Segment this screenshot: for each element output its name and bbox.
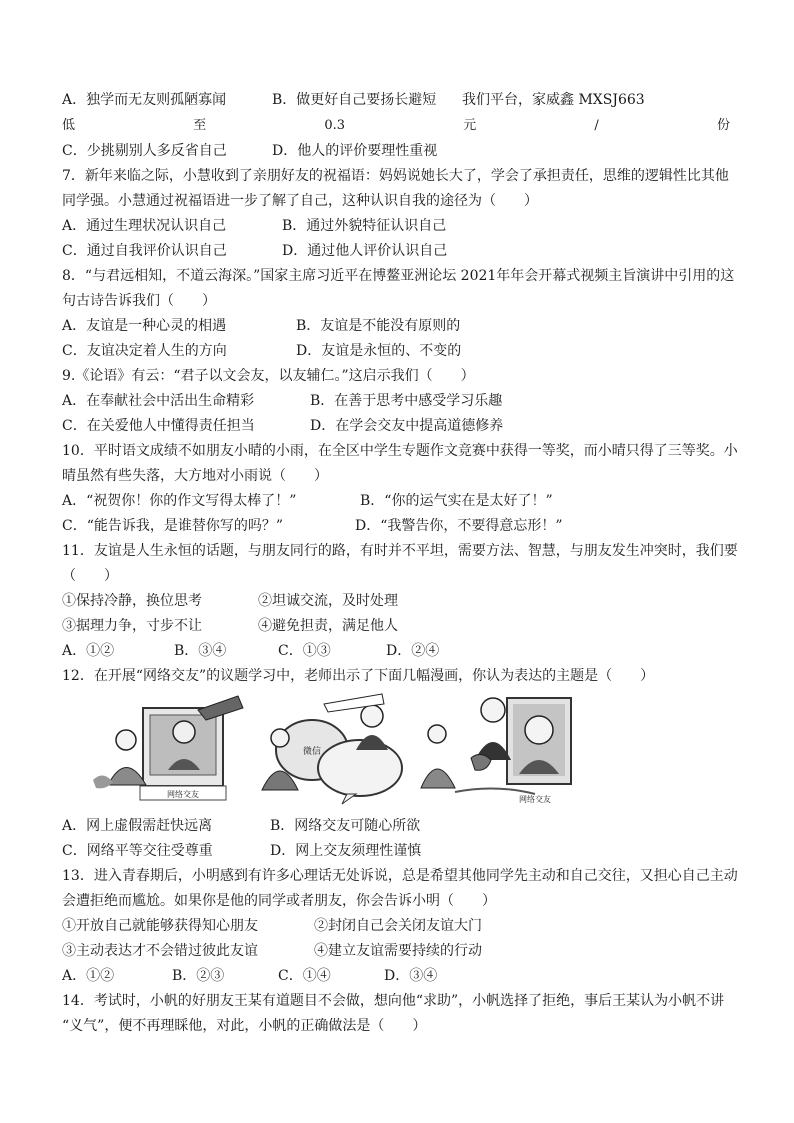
q10-stem-line1: 10．平时语文成绩不如朋友小晴的小雨，在全区中学生专题作文竞赛中获得一等奖，而小晴只得了三等奖。小 [62, 443, 738, 459]
q12-stem: 12．在开展“网络交友”的议题学习中，老师出示了下面几幅漫画，你认为表达的主题是（ ） [62, 668, 655, 684]
q6-option-d: D．他人的评价要理性重视 [272, 143, 438, 159]
comic-3-caption: 网络交友 [519, 795, 551, 804]
overlay-token: 份 [716, 118, 730, 133]
q10-option-a: A．“祝贺你！你的作文写得太棒了！” [62, 493, 297, 509]
overlay-line [62, 116, 730, 136]
watermark-text: 我们平台，家威鑫 MXSJ663 [462, 92, 645, 108]
q8-option-a: A．友谊是一种心灵的相遇 [62, 318, 227, 334]
overlay-token: 低 [62, 118, 76, 133]
q8-option-b: B．友谊是不能没有原则的 [296, 318, 461, 334]
q10-option-d: D．“我警告你，不要得意忘形！” [355, 518, 563, 534]
q11-option-c: C．①③ [278, 643, 331, 659]
q9-option-b: B．在善于思考中感受学习乐趣 [310, 393, 503, 409]
q11-option-b: B．③④ [174, 643, 227, 659]
q6-option-a: A．独学而无友则孤陋寡闻 [62, 92, 227, 108]
q10-option-c: C．“能告诉我，是谁替你写的吗？” [62, 518, 284, 534]
q9-stem: 9.《论语》有云：“君子以文会友，以友辅仁。”这启示我们（ ） [62, 368, 475, 384]
q12-option-d: D．网上交友须理性谨慎 [270, 843, 422, 859]
q13-option-b: B．②③ [172, 968, 225, 984]
q13-option-a: A．①② [62, 968, 115, 984]
q10-option-b: B．“你的运气实在是太好了！” [360, 493, 553, 509]
q9-option-a: A．在奉献社会中活出生命精彩 [62, 393, 255, 409]
q9-option-c: C．在关爱他人中懂得责任担当 [62, 418, 255, 434]
q9-option-d: D．在学会交友中提高道德修养 [310, 418, 504, 434]
q13-option-c: C．①④ [278, 968, 331, 984]
q11-statement-2: ②坦诚交流，及时处理 [258, 593, 398, 609]
overlay-token: 元 [463, 118, 477, 133]
comic-3-image [415, 690, 585, 805]
q13-statement-2: ②封闭自己会关闭友谊大门 [314, 918, 482, 934]
q11-statement-4: ④避免担责，满足他人 [258, 618, 398, 634]
overlay-token: 至 [193, 118, 207, 133]
overlay-token: 0.3 [324, 118, 346, 133]
q14-stem-line2: “义气”，便不再理睬他，对此，小帆的正确做法是（ ） [62, 1018, 427, 1034]
q7-option-d: D．通过他人评价认识自己 [282, 243, 448, 259]
q13-statement-4: ④建立友谊需要持续的行动 [314, 943, 482, 959]
q7-option-b: B．通过外貌特征认识自己 [282, 218, 447, 234]
q13-stem-line1: 13．进入青春期后，小明感到有许多心理话无处诉说，总是希望其他同学先主动和自己交往，又担心自己主动 [62, 868, 738, 884]
comic-1-image [88, 690, 248, 805]
q12-option-c: C．网络平等交往受尊重 [62, 843, 213, 859]
q13-option-d: D．③④ [384, 968, 438, 984]
overlay-token: / [594, 118, 599, 133]
q7-option-c: C．通过自我评价认识自己 [62, 243, 227, 259]
comic-2-bubble-label: 微信 [302, 747, 322, 757]
q12-option-b: B．网络交友可随心所欲 [270, 818, 421, 834]
q13-stem-line2: 会遭拒绝而尴尬。如果你是他的同学或者朋友，你会告诉小明（ ） [62, 893, 496, 909]
q11-statement-3: ③据理力争，寸步不让 [62, 618, 202, 634]
q11-stem-line1: 11．友谊是人生永恒的话题，与朋友同行的路，有时并不平坦，需要方法、智慧，与朋友发生冲突时，我们要 [62, 543, 738, 559]
q8-option-c: C．友谊决定着人生的方向 [62, 343, 227, 359]
q12-option-a: A．网上虚假需赶快远离 [62, 818, 213, 834]
q8-stem-line2: 句古诗告诉我们（ ） [62, 293, 216, 309]
q6-option-c: C．少挑剔别人多反省自己 [62, 143, 227, 159]
q11-option-d: D．②④ [386, 643, 440, 659]
q11-stem-line2: （ ） [62, 568, 118, 584]
q14-stem-line1: 14．考试时，小帆的好朋友王某有道题目不会做，想向他“求助”，小帆选择了拒绝，事后王某认为小帆不讲 [62, 993, 725, 1009]
q13-statement-3: ③主动表达才不会错过彼此友谊 [62, 943, 258, 959]
q8-option-d: D．友谊是永恒的、不变的 [296, 343, 462, 359]
q11-statement-1: ①保持冷静，换位思考 [62, 593, 202, 609]
q10-stem-line2: 晴虽然有些失落，大方地对小雨说（ ） [62, 468, 328, 484]
q6-option-b: B．做更好自己要扬长避短 [272, 92, 437, 108]
q11-option-a: A．①② [62, 643, 115, 659]
q7-stem-line2: 同学强。小慧通过祝福语进一步了解了自己，这种认识自我的途径为（ ） [62, 193, 538, 209]
q7-stem-line1: 7．新年来临之际，小慧收到了亲朋好友的祝福语：妈妈说她长大了，学会了承担责任，思维的逻辑性比其他 [62, 168, 729, 184]
comic-1-caption: 网络交友 [167, 790, 199, 799]
q7-option-a: A．通过生理状况认识自己 [62, 218, 227, 234]
q13-statement-1: ①开放自己就能够获得知心朋友 [62, 918, 258, 934]
q8-stem-line1: 8．“与君远相知，不道云海深。”国家主席习近平在博鳌亚洲论坛 2021年年会开幕式视频主旨演讲中引用的这 [62, 268, 735, 284]
comic-2-image [252, 690, 410, 805]
